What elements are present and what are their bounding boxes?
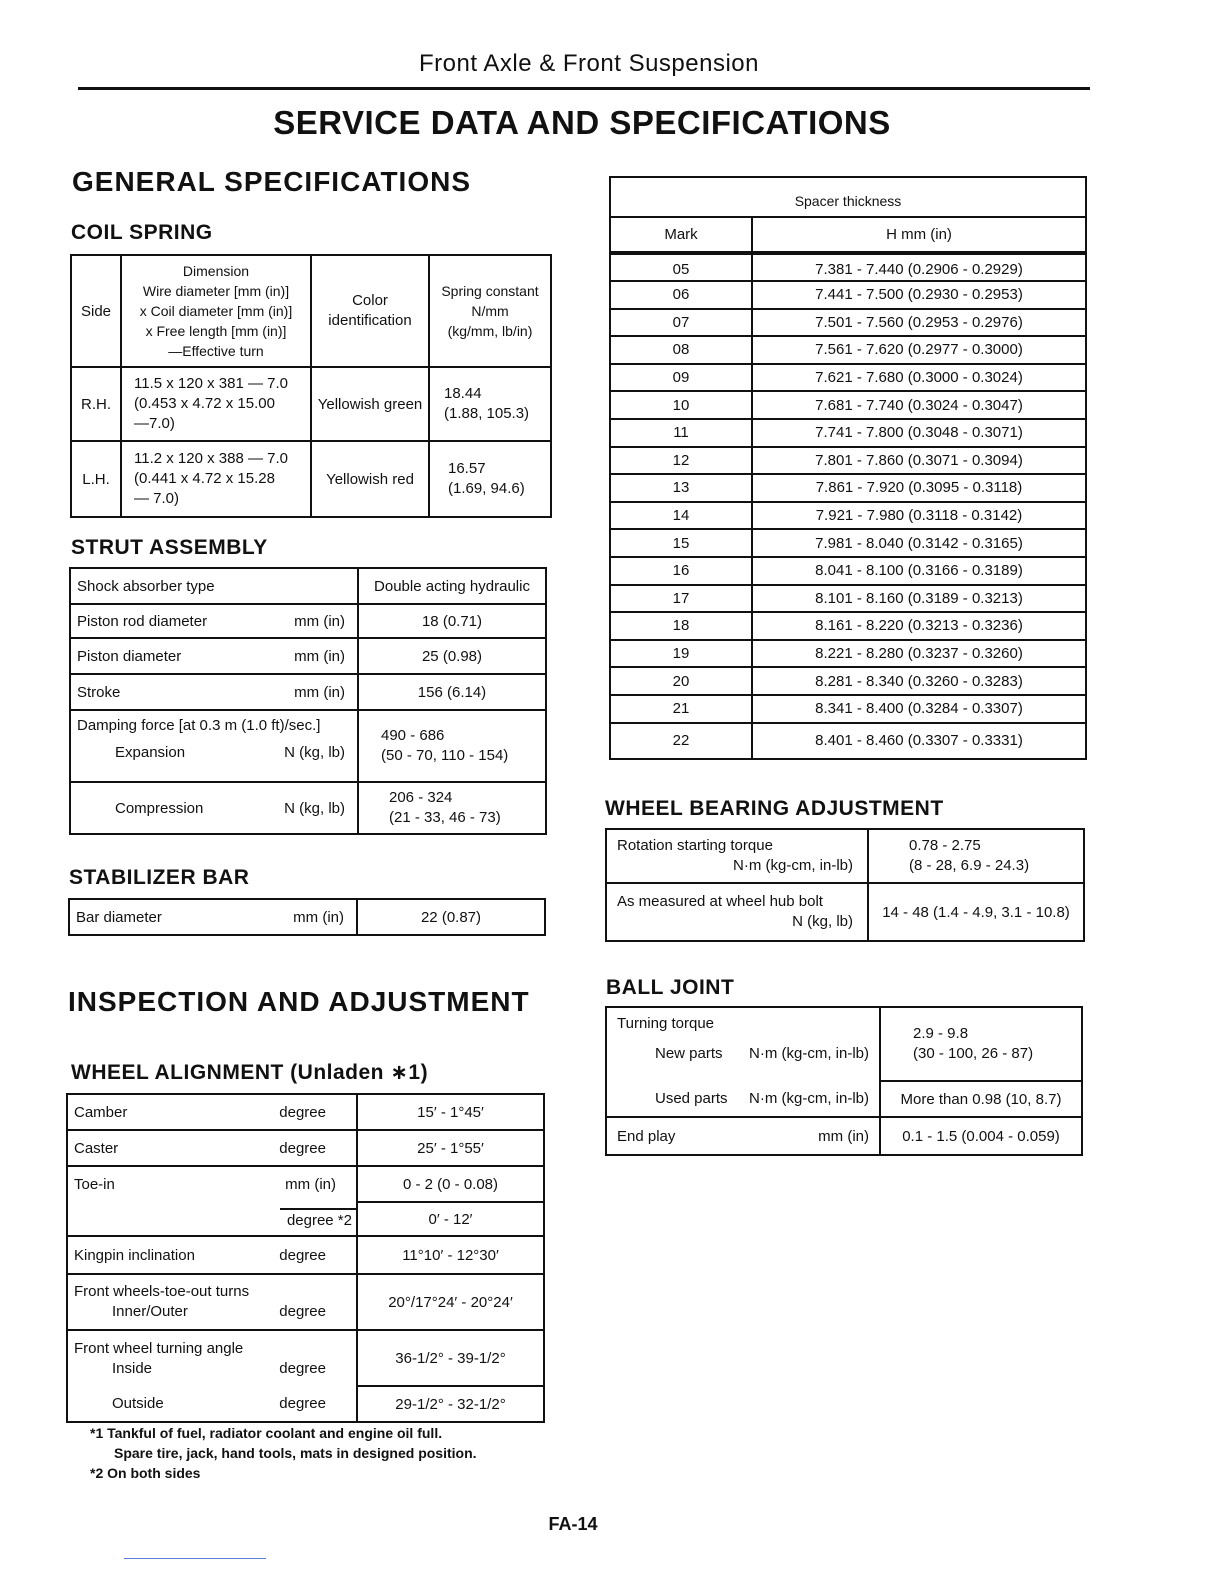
spacer-value: 7.621 - 7.680 (0.3000 - 0.3024)	[752, 364, 1086, 392]
spring-cell: 18.44 (1.88, 105.3)	[429, 367, 551, 441]
table-row	[610, 667, 1086, 695]
spacer-value: 8.101 - 8.160 (0.3189 - 0.3213)	[752, 585, 1086, 613]
header-h: H mm (in)	[752, 217, 1086, 253]
spacer-value: 8.281 - 8.340 (0.3260 - 0.3283)	[752, 667, 1086, 695]
spring-cell: 16.57 (1.69, 94.6)	[429, 441, 551, 517]
strut-assembly-table: Shock absorber type Double acting hydraulic Piston rod diameter mm (in) 18 (0.71) Piston diameter mm (in) 25 (0.98) Stroke mm (in) 156 (6.14) Damping force [at 0.3 m (1.0 ft)/sec.] Expansion N (kg, lb) 490 - 686 (50 - 70, 110 - 154) Compression N (kg, lb) 206 - 324 (21 - 33, 46 - 73)	[69, 567, 547, 835]
table-row	[610, 695, 1086, 723]
spacer-mark: 13	[610, 474, 752, 502]
table-row	[610, 419, 1086, 447]
spacer-mark: 10	[610, 391, 752, 419]
table-row	[610, 391, 1086, 419]
wheel-bearing-table: Rotation starting torque N·m (kg-cm, in-lb) 0.78 - 2.75 (8 - 28, 6.9 - 24.3) As measured at wheel hub bolt N (kg, lb) 14 - 48 (1.4 - 4.9, 3.1 - 10.8)	[605, 828, 1085, 942]
stabilizer-bar-table: Bar diameter mm (in) 22 (0.87)	[68, 898, 546, 936]
header-color: Color identification	[311, 255, 429, 367]
spacer-value: 7.501 - 7.560 (0.2953 - 0.2976)	[752, 309, 1086, 337]
wheel-bearing-heading: WHEEL BEARING ADJUSTMENT	[605, 797, 944, 820]
page-title: SERVICE DATA AND SPECIFICATIONS	[273, 104, 891, 141]
table-row	[610, 557, 1086, 585]
table-row: R.H. 11.5 x 120 x 381 — 7.0 (0.453 x 4.72 x 15.00 —7.0) Yellowish green 18.44 (1.88, 105.3)	[71, 367, 551, 441]
general-specs-heading: GENERAL SPECIFICATIONS	[72, 166, 472, 197]
ball-joint-heading: BALL JOINT	[606, 976, 735, 999]
spacer-value: 7.441 - 7.500 (0.2930 - 0.2953)	[752, 281, 1086, 309]
page-number: FA-14	[548, 1514, 598, 1534]
header-rule	[78, 87, 1090, 90]
spacer-value: 8.341 - 8.400 (0.3284 - 0.3307)	[752, 695, 1086, 723]
table-row	[610, 640, 1086, 668]
spacer-rows	[610, 253, 1086, 759]
header-mark: Mark	[610, 217, 752, 253]
table-row: L.H. 11.2 x 120 x 388 — 7.0 (0.441 x 4.72 x 15.28 — 7.0) Yellowish red 16.57 (1.69, 94.6)	[71, 441, 551, 517]
spacer-mark: 22	[610, 723, 752, 759]
strut-assembly-heading: STRUT ASSEMBLY	[71, 536, 268, 559]
spacer-mark: 20	[610, 667, 752, 695]
spacer-value: 7.561 - 7.620 (0.2977 - 0.3000)	[752, 336, 1086, 364]
spacer-mark: 19	[610, 640, 752, 668]
table-row	[610, 336, 1086, 364]
spacer-mark: 21	[610, 695, 752, 723]
spacer-value: 8.161 - 8.220 (0.3213 - 0.3236)	[752, 612, 1086, 640]
running-header: Front Axle & Front Suspension	[419, 50, 759, 77]
spacer-mark: 15	[610, 529, 752, 557]
spacer-value: 7.681 - 7.740 (0.3024 - 0.3047)	[752, 391, 1086, 419]
header-dimension: Dimension Wire diameter [mm (in)] x Coil diameter [mm (in)] x Free length [mm (in)] —Effective turn	[121, 255, 311, 367]
wheel-alignment-table: Camber degree 15′ - 1°45′ Caster degree 25′ - 1°55′ Toe-in mm (in) 0 - 2 (0 - 0.08) degree *2 0′ - 12′ Kingpin inclination degree 11°10′ - 12°30′ Front wheels-toe-out turns Inner/Outer degree 20°/17°24′ - 20°24′ Front wheel turning angle Inside degree 36-1/2° - 39-1/2° Outside degree 29-1/2° - 32-1/2°	[66, 1093, 545, 1423]
spacer-mark: 16	[610, 557, 752, 585]
header-side: Side	[71, 255, 121, 367]
table-row	[610, 585, 1086, 613]
spacer-mark: 09	[610, 364, 752, 392]
spacer-mark: 07	[610, 309, 752, 337]
spacer-thickness-table	[609, 176, 1087, 760]
coil-spring-table	[70, 254, 552, 518]
decorative-line	[124, 1558, 266, 1559]
header-spring-constant: Spring constant N/mm (kg/mm, lb/in)	[429, 255, 551, 367]
coil-spring-heading: COIL SPRING	[71, 221, 213, 244]
spacer-mark: 12	[610, 447, 752, 475]
spacer-value: 7.921 - 7.980 (0.3118 - 0.3142)	[752, 502, 1086, 530]
inspection-heading: INSPECTION AND ADJUSTMENT	[68, 986, 530, 1017]
table-row	[610, 529, 1086, 557]
spacer-value: 7.741 - 7.800 (0.3048 - 0.3071)	[752, 419, 1086, 447]
table-row	[610, 502, 1086, 530]
spacer-value: 7.861 - 7.920 (0.3095 - 0.3118)	[752, 474, 1086, 502]
spacer-value: 8.401 - 8.460 (0.3307 - 0.3331)	[752, 723, 1086, 759]
spacer-mark: 14	[610, 502, 752, 530]
spacer-mark: 18	[610, 612, 752, 640]
table-row	[610, 447, 1086, 475]
stabilizer-bar-heading: STABILIZER BAR	[69, 866, 250, 889]
table-row	[610, 309, 1086, 337]
spacer-value: 8.221 - 8.280 (0.3237 - 0.3260)	[752, 640, 1086, 668]
dimension-cell: 11.5 x 120 x 381 — 7.0 (0.453 x 4.72 x 15.00 —7.0)	[121, 367, 311, 441]
spacer-mark: 06	[610, 281, 752, 309]
ball-joint-table: Turning torque New parts N·m (kg-cm, in-lb) 2.9 - 9.8 (30 - 100, 26 - 87) Used parts N·m (kg-cm, in-lb) More than 0.98 (10, 8.7) End play mm (in) 0.1 - 1.5 (0.004 - 0.059)	[605, 1006, 1083, 1156]
spacer-value: 7.381 - 7.440 (0.2906 - 0.2929)	[752, 253, 1086, 281]
spacer-value: 8.041 - 8.100 (0.3166 - 0.3189)	[752, 557, 1086, 585]
spacer-value: 7.801 - 7.860 (0.3071 - 0.3094)	[752, 447, 1086, 475]
spacer-mark: 17	[610, 585, 752, 613]
table-row	[610, 612, 1086, 640]
footnotes: *1 Tankful of fuel, radiator coolant and engine oil full. Spare tire, jack, hand tools, mats in designed position. *2 On both sides	[90, 1425, 477, 1481]
table-row	[610, 474, 1086, 502]
table-row	[610, 253, 1086, 281]
spacer-value: 7.981 - 8.040 (0.3142 - 0.3165)	[752, 529, 1086, 557]
table-row	[610, 364, 1086, 392]
spacer-mark: 05	[610, 253, 752, 281]
spacer-mark: 11	[610, 419, 752, 447]
spacer-title: Spacer thickness	[610, 177, 1086, 217]
dimension-cell: 11.2 x 120 x 388 — 7.0 (0.441 x 4.72 x 15.28 — 7.0)	[121, 441, 311, 517]
table-row	[610, 723, 1086, 759]
spacer-mark: 08	[610, 336, 752, 364]
table-row	[610, 281, 1086, 309]
wheel-alignment-heading: WHEEL ALIGNMENT (Unladen ∗1)	[71, 1061, 429, 1084]
